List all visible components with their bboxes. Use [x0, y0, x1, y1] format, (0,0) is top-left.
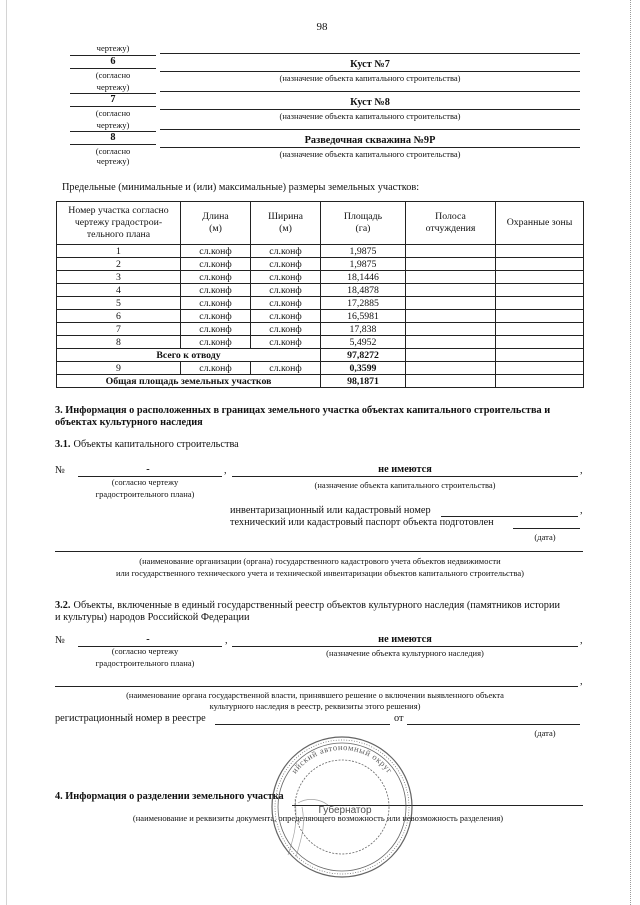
protection-zone-cell [496, 297, 584, 310]
authority-caption: культурного наследия в реестр, реквизиты этого решения) [209, 701, 421, 711]
alienation-strip-cell [406, 284, 496, 297]
length-cell: сл.конф [181, 297, 251, 310]
plot-caption: (согласно чертежу [111, 477, 179, 487]
date-caption: (дата) [534, 728, 556, 738]
table-row [57, 336, 584, 349]
scan-edge-right [630, 0, 631, 905]
object-name: Куст №7 [350, 59, 390, 70]
table-row [57, 284, 584, 297]
alienation-strip-cell [406, 362, 496, 375]
page-number: 98 [316, 21, 328, 33]
protection-zone-cell [496, 336, 584, 349]
table-row [57, 258, 584, 271]
separator-comma: , [580, 465, 583, 476]
length-cell: сл.конф [181, 362, 251, 375]
protection-zone-cell [496, 362, 584, 375]
plot-number-cell: 4 [57, 284, 181, 297]
object-purpose-underline [232, 476, 578, 477]
table-row [57, 310, 584, 323]
object-number: 8 [110, 132, 116, 143]
table-row [57, 297, 584, 310]
width-cell: сл.конф [251, 323, 321, 336]
underline [160, 71, 580, 72]
alienation-strip-cell [406, 323, 496, 336]
date-caption: (дата) [534, 532, 556, 542]
section31-number: 3.1. [55, 439, 71, 450]
object-purpose-caption: (назначение объекта капитального строительства) [314, 480, 496, 490]
organization-underline [55, 551, 583, 552]
table-total-row [57, 349, 584, 362]
width-cell: сл.конф [251, 336, 321, 349]
area-cell: 18,4878 [321, 284, 406, 297]
section32-number: 3.2. [55, 600, 71, 611]
division-document-caption: (наименование и реквизиты документа, определяющего возможность или невозможность разделения) [132, 813, 504, 823]
length-cell: сл.конф [181, 323, 251, 336]
object-caption-right: (назначение объекта капитального строительства) [279, 111, 461, 121]
object-name: Куст №8 [350, 97, 390, 108]
limits-title: Предельные (минимальные и (или) максимальные) размеры земельных участков: [62, 182, 420, 193]
divider-line [160, 129, 580, 130]
underline [70, 144, 156, 145]
width-cell: сл.конф [251, 297, 321, 310]
area-cell: 16,5981 [321, 310, 406, 323]
plot-number-cell: 8 [57, 336, 181, 349]
section32-title: Объекты, включенные в единый государственный реестр объектов культурного наследия (памятников истории [73, 600, 560, 611]
width-cell: сл.конф [251, 258, 321, 271]
land-plots-table [56, 201, 584, 388]
section32-title-continued: и культуры) народов Российской Федерации [55, 612, 250, 623]
heritage-purpose-value: не имеются [378, 634, 432, 645]
table-total-row [57, 375, 584, 388]
plot-caption: (согласно чертежу [111, 646, 179, 656]
header-length: Длина (м) [181, 202, 251, 245]
protection-zone-cell [496, 284, 584, 297]
table-header-row [57, 202, 584, 245]
section31-heading [55, 440, 239, 450]
object-caption-left: чертежу) [96, 43, 130, 53]
object-number: 7 [110, 94, 116, 105]
seal-center-text: Губернатор [318, 805, 372, 816]
section3-title: объектах культурного наследия [55, 417, 203, 428]
total-label-cell: Всего к отводу [57, 349, 321, 362]
header-protection-zones: Охранные зоны [496, 202, 584, 245]
organization-caption: (наименование организации (органа) государственного кадастрового учета объектов недвижимости [139, 556, 501, 566]
plot-number-cell: 2 [57, 258, 181, 271]
total-label-cell: Общая площадь земельных участков [57, 375, 321, 388]
object-caption-right: (назначение объекта капитального строительства) [279, 149, 461, 159]
separator-comma: , [580, 635, 583, 646]
length-cell: сл.конф [181, 271, 251, 284]
area-cell: 97,8272 [321, 349, 406, 362]
header-width: Ширина (м) [251, 202, 321, 245]
authority-caption: (наименование органа государственной власти, принявшего решение о включении выявленного объекта [126, 690, 504, 700]
plot-number-cell: 3 [57, 271, 181, 284]
protection-zone-cell [496, 271, 584, 284]
table-row [57, 323, 584, 336]
seal-ring-text: ийский автономный округ [289, 741, 395, 776]
separator-comma: , [224, 465, 227, 476]
area-cell: 0,3599 [321, 362, 406, 375]
object-caption-left: чертежу) [96, 120, 130, 130]
protection-zone-cell [496, 375, 584, 388]
object-caption-left: чертежу) [96, 156, 130, 166]
object-caption-left: (согласно [95, 146, 131, 156]
width-cell: сл.конф [251, 245, 321, 258]
land-plots-table-body [57, 245, 584, 388]
registry-date-underline [407, 724, 580, 725]
plot-number-value: - [146, 464, 150, 475]
alienation-strip-cell [406, 310, 496, 323]
underline [70, 106, 156, 107]
protection-zone-cell [496, 349, 584, 362]
passport-label: технический или кадастровый паспорт объекта подготовлен [230, 517, 494, 528]
from-label: от [394, 713, 404, 724]
section31-title: Объекты капитального строительства [73, 439, 239, 450]
underline [160, 147, 580, 148]
table-row [57, 245, 584, 258]
alienation-strip-cell [406, 271, 496, 284]
separator-comma: , [580, 505, 583, 516]
alienation-strip-cell [406, 375, 496, 388]
area-cell: 1,9875 [321, 245, 406, 258]
protection-zone-cell [496, 323, 584, 336]
divider-line [160, 53, 580, 54]
scan-edge-left [6, 0, 7, 905]
registry-number-label: регистрационный номер в реестре [55, 713, 206, 724]
alienation-strip-cell [406, 297, 496, 310]
plot-caption: градостроительного плана) [95, 489, 195, 499]
object-purpose-value: не имеются [378, 464, 432, 475]
length-cell: сл.конф [181, 310, 251, 323]
protection-zone-cell [496, 258, 584, 271]
plot-number-cell: 6 [57, 310, 181, 323]
official-seal [268, 733, 416, 881]
object-caption-left: чертежу) [96, 82, 130, 92]
area-cell: 98,1871 [321, 375, 406, 388]
separator-comma: , [580, 676, 583, 687]
width-cell: сл.конф [251, 271, 321, 284]
object-caption-left: (согласно [95, 70, 131, 80]
divider-line [160, 91, 580, 92]
alienation-strip-cell [406, 245, 496, 258]
header-area: Площадь (га) [321, 202, 406, 245]
number-sign: № [55, 465, 65, 476]
header-plot-number: Номер участка согласно чертежу градострои- тельного плана [57, 202, 181, 245]
length-cell: сл.конф [181, 245, 251, 258]
length-cell: сл.конф [181, 336, 251, 349]
registry-number-underline [215, 724, 390, 725]
width-cell: сл.конф [251, 362, 321, 375]
plot-number-cell: 7 [57, 323, 181, 336]
section3-title: 3. Информация о расположенных в границах земельного участка объектах капитального строительства и [55, 405, 551, 416]
area-cell: 18,1446 [321, 271, 406, 284]
object-name: Разведочная скважина №9Р [304, 135, 436, 146]
header-alienation-strip: Полоса отчуждения [406, 202, 496, 245]
area-cell: 5,4952 [321, 336, 406, 349]
underline [70, 68, 156, 69]
alienation-strip-cell [406, 349, 496, 362]
width-cell: сл.конф [251, 284, 321, 297]
heritage-purpose-caption: (назначение объекта культурного наследия) [326, 648, 484, 658]
width-cell: сл.конф [251, 310, 321, 323]
separator-comma: , [225, 635, 228, 646]
length-cell: сл.конф [181, 258, 251, 271]
protection-zone-cell [496, 245, 584, 258]
area-cell: 17,2885 [321, 297, 406, 310]
length-cell: сл.конф [181, 284, 251, 297]
heritage-purpose-underline [232, 646, 578, 647]
organization-caption: или государственного технического учета и технической инвентаризации объектов капитального строительства) [115, 568, 525, 578]
object-caption-right: (назначение объекта капитального строительства) [279, 73, 461, 83]
number-sign: № [55, 635, 65, 646]
object-caption-left: (согласно [95, 108, 131, 118]
section4-title: 4. Информация о разделении земельного участка [55, 791, 284, 802]
plot-number-cell: 9 [57, 362, 181, 375]
plot-caption: градостроительного плана) [95, 658, 195, 668]
inventory-number-label: инвентаризационный или кадастровый номер [230, 505, 431, 516]
plot-number-value: - [146, 634, 150, 645]
plot-number-cell: 5 [57, 297, 181, 310]
area-cell: 1,9875 [321, 258, 406, 271]
object-number: 6 [110, 56, 116, 67]
plot-number-cell: 1 [57, 245, 181, 258]
area-cell: 17,838 [321, 323, 406, 336]
underline [160, 109, 580, 110]
section32-heading [55, 601, 560, 611]
table-row [57, 362, 584, 375]
protection-zone-cell [496, 310, 584, 323]
table-row [57, 271, 584, 284]
authority-underline [55, 686, 578, 687]
passport-date-underline [513, 528, 580, 529]
alienation-strip-cell [406, 258, 496, 271]
alienation-strip-cell [406, 336, 496, 349]
